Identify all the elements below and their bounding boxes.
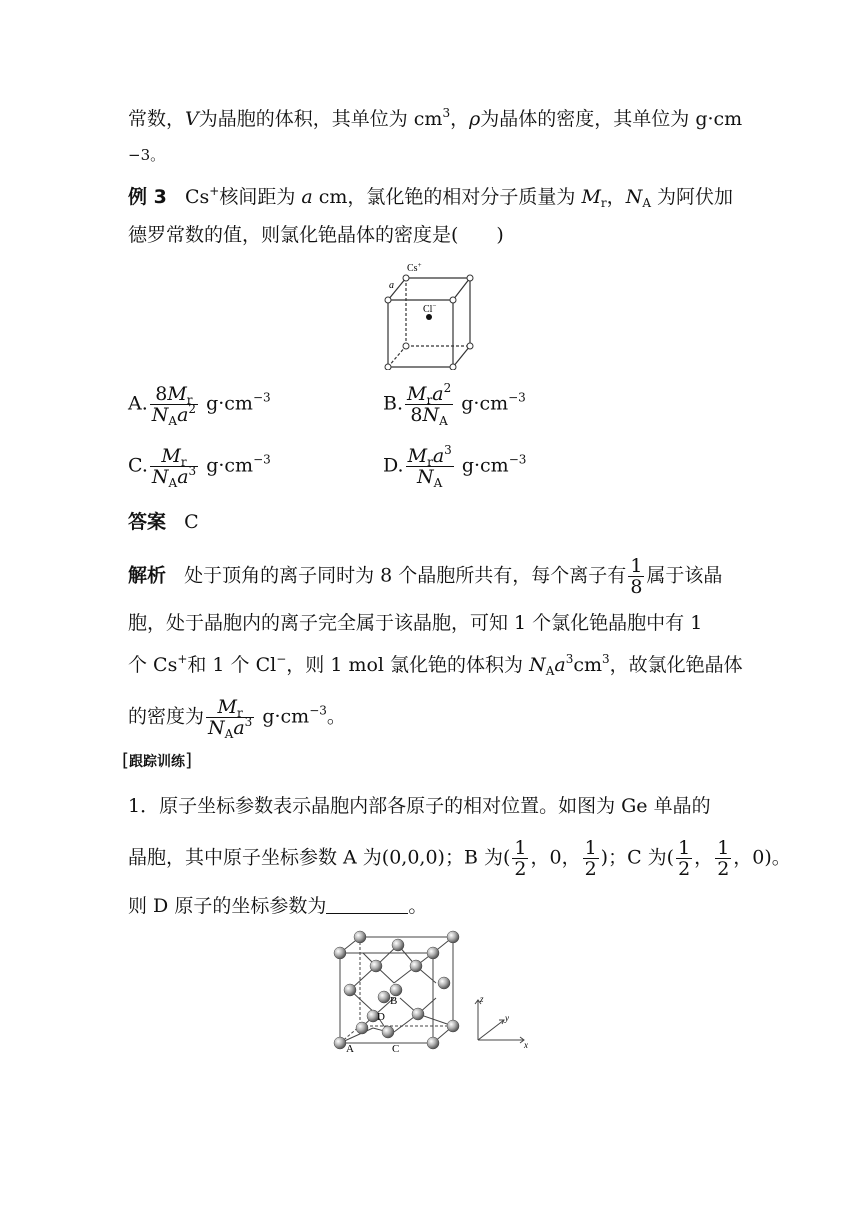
ge-atom [427,947,439,959]
ge-atom [392,939,404,951]
example-line-1: 例 3 Cs+核间距为 a cm，氯化铯的相对分子质量为 $M_r$，$N_A$ 为阿伏加 [128,184,734,210]
intro-line-1: 常数，V为晶胞的体积，其单位为 $cm^3$，ρ为晶体的密度，其单位为 g·cm [128,106,743,130]
answer-value: C [184,511,199,533]
q1-line-1: 1．原子坐标参数表示晶胞内部各原子的相对位置。如图为 Ge 单晶的 [128,795,711,817]
corner-ion [467,275,473,281]
ge-atom [356,1022,368,1034]
corner-ion [450,364,456,370]
option-a-fraction: $\frac{8M_r}{N_Aa^2}$ [151,383,197,428]
coordinate-axes [475,1000,524,1043]
ge-unit-cell-figure [328,928,533,1060]
ge-atom [412,1008,424,1020]
option-a[interactable]: A. $\frac{8M_r}{N_Aa^2}$ $g\cdot cm^{-3}$ [128,383,271,428]
q1-line-3: 则 D 原子的坐标参数为 。 [128,895,428,917]
ge-atom-b [378,991,390,1003]
option-c[interactable]: C. $\frac{M_r}{N_Aa^3}$ $g\cdot cm^{-3}$ [128,445,271,490]
section-heading: [跟踪训练] [122,750,193,771]
corner-ion [450,297,456,303]
option-b-fraction: $\frac{M_ra^2}{8N_A}$ [407,381,452,428]
svg-text:a: a [389,280,394,291]
ge-atom [447,931,459,943]
svg-text:Cs+: Cs+ [407,261,422,274]
option-c-fraction: $\frac{M_r}{N_Aa^3}$ [151,445,197,490]
svg-text:C: C [392,1043,400,1055]
answer-line: 答案 C [128,511,199,533]
corner-ion [385,364,391,370]
ge-atom [410,960,422,972]
corner-ion [385,297,391,303]
ge-atom [334,947,346,959]
ge-atom-a [334,1037,346,1049]
svg-text:B: B [390,995,398,1007]
analysis-line-2: 胞，处于晶胞内的离子完全属于该晶胞，可知 1 个氯化铯晶胞中有 1 [128,612,703,634]
svg-text:x: x [524,1040,528,1050]
answer-blank[interactable] [326,895,408,914]
ge-atom [370,960,382,972]
svg-text:z: z [480,994,484,1004]
ge-atom [354,931,366,943]
ge-atom [447,1020,459,1032]
intro-line-2: −3。 [128,146,166,164]
q1-line-2: 晶胞，其中原子坐标参数 A 为(0,0,0)；B 为( $\frac{1}{2}$ ，0， $\frac{1}{2}$ )；C 为( $\frac{1}{2}$ ， $\frac{1}{2}$ ，0)。 [128,837,791,880]
analysis-line-1: 解析 处于顶角的离子同时为 8 个晶胞所共有，每个离子有 $\frac{1}{8}$ 属于该晶 [128,555,723,598]
ge-atom-c [382,1026,394,1038]
corner-ion [403,343,409,349]
cscl-unit-cell-figure [380,258,480,370]
svg-text:A: A [346,1043,354,1055]
example-line-2: 德罗常数的值，则氯化铯晶体的密度是( ) [128,224,504,246]
corner-ion [467,343,473,349]
option-d[interactable]: D. $\frac{M_ra^3}{N_A}$ $g\cdot cm^{-3}$ [383,443,527,490]
ge-atom [344,984,356,996]
corner-ion [403,275,409,281]
ge-atom [427,1037,439,1049]
analysis-line-3: 个 Cs+和 1 个 Cl−，则 1 mol 氯化铯的体积为 $N_Aa^3cm^3$，故氯化铯晶体 [128,652,743,678]
option-b[interactable]: B. $\frac{M_ra^2}{8N_A}$ $g\cdot cm^{-3}$ [383,381,526,428]
option-d-fraction: $\frac{M_ra^3}{N_A}$ [407,443,452,490]
analysis-line-4: 的密度为 $\frac{M_r}{N_Aa^3}$ $g\cdot cm^{-3}$。 [128,696,346,741]
svg-text:Cl−: Cl− [423,302,437,315]
svg-text:y: y [505,1013,509,1023]
ge-atom [438,977,450,989]
svg-text:D: D [377,1011,385,1023]
